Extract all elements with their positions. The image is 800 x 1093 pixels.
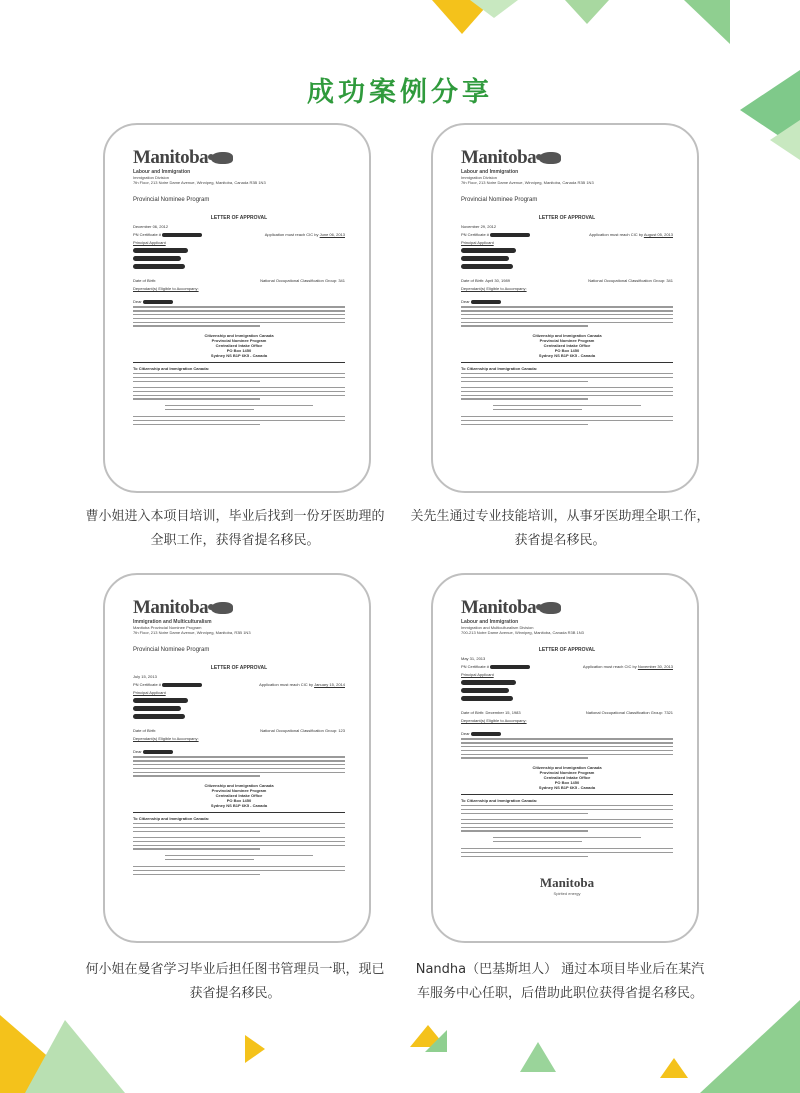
text-line (461, 746, 673, 747)
text-line (461, 827, 673, 828)
notification-body (133, 823, 345, 832)
cic-address-block (461, 333, 673, 358)
intake-office: Centralized Intake Office (215, 342, 263, 348)
division: Immigration and Multiculturalism Division (461, 625, 534, 630)
division: Manitoba Provincial Nominee Program (133, 625, 202, 630)
intake-office: Centralized Intake Office (543, 342, 591, 348)
po-box: PO Box 1450 (226, 347, 252, 353)
dob-label: Date of Birth: (461, 710, 485, 715)
deco-triangle-green-bottom-left (25, 1020, 125, 1093)
dob-row (133, 728, 345, 733)
letter-date: December 06, 2012 (133, 224, 169, 229)
letter-card-3 (103, 573, 371, 943)
reach-cic-label: Application must reach CIC by (589, 232, 643, 237)
text-line (133, 314, 345, 315)
text-line (461, 318, 673, 319)
text-line (133, 841, 345, 842)
text-line (493, 841, 582, 842)
text-line (461, 310, 673, 311)
text-line (165, 405, 313, 406)
dob-value: April 30, 1989 (485, 278, 510, 283)
pn-certificate-label: PN Certificate # (461, 232, 490, 237)
footnote (133, 416, 345, 425)
notification-body (461, 373, 673, 382)
text-line (461, 856, 588, 857)
principal-applicant-label: Principal Applicant (461, 240, 494, 245)
text-line (493, 837, 641, 838)
footnote (461, 416, 673, 425)
text-line (461, 848, 673, 849)
signature-block (493, 405, 641, 410)
to-cic-row (461, 366, 673, 371)
redaction (133, 706, 181, 711)
text-line (133, 827, 345, 828)
pnp-name: Provincial Nominee Program (539, 337, 595, 343)
text-line (461, 377, 673, 378)
manitoba-logo (461, 597, 673, 619)
to-cic-label: To Citizenship and Immigration Canada: (461, 365, 538, 371)
city-line: Sydney NS B1P 6K5 - Canada (210, 802, 268, 808)
text-line (461, 805, 673, 806)
deco-triangle-green-top (470, 0, 518, 18)
text-line (133, 322, 345, 323)
text-line (133, 764, 345, 765)
principal-row (461, 672, 673, 677)
text-line (133, 395, 345, 396)
redaction (133, 264, 185, 269)
department: Immigration and Multiculturalism (133, 619, 212, 625)
text-line (461, 373, 673, 374)
redaction (461, 256, 509, 261)
salutation-row (133, 749, 345, 754)
redaction (133, 698, 188, 703)
text-line (133, 373, 345, 374)
deco-triangle-green-bottom-mid (520, 1042, 556, 1072)
to-cic-row (461, 798, 673, 803)
dob-row (461, 278, 673, 283)
date-row (461, 224, 673, 229)
case-caption-4: Nandha（巴基斯坦人） 通过本项目毕业后在某汽车服务中心任职，后借助此职位获得省提名移民。 (415, 962, 705, 1001)
reach-cic-label: Application must reach CIC by (259, 682, 313, 687)
dependants-label: Dependant(s) Eligible to Accompany: (133, 286, 199, 291)
redaction (162, 683, 202, 687)
deco-triangle-yellow-bottom-right (660, 1058, 688, 1078)
principal-row (461, 240, 673, 245)
dob-label: Date of Birth: (133, 278, 157, 283)
principal-row (133, 240, 345, 245)
bison-icon (539, 602, 561, 614)
cic-address-block (133, 333, 345, 358)
text-line (461, 830, 588, 831)
principal-applicant-label: Principal Applicant (133, 240, 166, 245)
department: Labour and Immigration (461, 619, 519, 625)
po-box: PO Box 1450 (554, 347, 580, 353)
letter-card-4 (431, 573, 699, 943)
dob-label: Date of Birth: (133, 728, 157, 733)
letter-body (461, 306, 673, 326)
salutation-row (461, 731, 673, 736)
date-row (133, 224, 345, 229)
salutation-row (461, 299, 673, 304)
text-line (133, 823, 345, 824)
office-name: Citizenship and Immigration Canada (204, 332, 274, 338)
text-line (133, 381, 260, 382)
text-line (133, 398, 260, 399)
to-cic-label: To Citizenship and Immigration Canada: (461, 797, 538, 803)
certificate-row (133, 682, 345, 687)
dob-value: December 15, 1983 (485, 710, 521, 715)
case-caption-2: 关先生通过专业技能培训，从事牙医助理全职工作，获省提名移民。 (410, 509, 710, 548)
office-name: Citizenship and Immigration Canada (532, 332, 602, 338)
text-line (461, 322, 673, 323)
footer-logo: Manitoba (539, 874, 595, 890)
letter-body (461, 738, 673, 758)
cic-address-block (461, 765, 673, 790)
redaction (461, 696, 513, 701)
text-line (165, 409, 254, 410)
redaction (133, 248, 188, 253)
to-cic-row (133, 816, 345, 821)
text-line (133, 772, 345, 773)
reach-cic-date: January 15, 2014 (314, 682, 345, 687)
to-cic-row (133, 366, 345, 371)
experience-body (133, 387, 345, 400)
dob-row (461, 710, 673, 715)
text-line (133, 845, 345, 846)
po-box: PO Box 1450 (554, 779, 580, 785)
certificate-row (461, 232, 673, 237)
text-line (133, 831, 260, 832)
redaction (143, 750, 173, 754)
divider (133, 362, 345, 363)
logo-text: Manitoba (133, 147, 209, 168)
redaction (133, 256, 181, 261)
deco-triangle-green-top-center (565, 0, 609, 24)
approval-letter (461, 147, 673, 425)
text-line (461, 750, 673, 751)
letter-card-1 (103, 123, 371, 493)
po-box: PO Box 1450 (226, 797, 252, 803)
deco-triangle-green-bottom-right (700, 1000, 800, 1093)
text-line (461, 306, 673, 307)
redaction (490, 233, 530, 237)
text-line (133, 874, 260, 875)
text-line (133, 387, 345, 388)
page-title: 成功案例分享 (307, 77, 493, 108)
address: 7th Floor, 213 Notre Dame Avenue, Winnipeg, Manitoba, Canada R3B 1N3 (133, 180, 266, 185)
footnote (133, 866, 345, 875)
reach-cic-date: November 30, 2013 (637, 664, 673, 669)
letter-date: May 31, 2013 (461, 656, 486, 661)
reach-cic-date: August 05, 2013 (643, 232, 673, 237)
letter-body (133, 306, 345, 326)
to-cic-label: To Citizenship and Immigration Canada: (133, 365, 210, 371)
office-name: Citizenship and Immigration Canada (204, 782, 274, 788)
dependants-row (133, 286, 345, 291)
date-row (461, 656, 673, 661)
approval-letter (133, 597, 345, 875)
text-line (133, 870, 345, 871)
pn-certificate-label: PN Certificate # (461, 664, 490, 669)
letter-card-2 (431, 123, 699, 493)
office-name: Citizenship and Immigration Canada (532, 764, 602, 770)
principal-applicant-label: Principal Applicant (461, 672, 494, 677)
dependants-row (461, 286, 673, 291)
bison-icon (211, 602, 233, 614)
redaction (461, 248, 516, 253)
letter-date: November 29, 2012 (461, 224, 497, 229)
text-line (461, 754, 673, 755)
signature-block (165, 405, 313, 410)
dob-row (133, 278, 345, 283)
dependants-row (461, 718, 673, 723)
signature-block (493, 837, 641, 842)
pn-certificate-label: PN Certificate # (133, 682, 162, 687)
case-caption-3: 何小姐在曼省学习毕业后担任图书管理员一职，现已获省提名移民。 (85, 962, 385, 1001)
dependants-label: Dependant(s) Eligible to Accompany: (461, 718, 527, 723)
approval-letter (133, 147, 345, 425)
text-line (133, 318, 345, 319)
signature-block (165, 855, 313, 860)
text-line (461, 387, 673, 388)
certificate-row (133, 232, 345, 237)
deco-triangle-yellow-bottom (245, 1035, 265, 1063)
footer-tagline: Spirited energy (553, 890, 581, 896)
text-line (493, 405, 641, 406)
noc-label: National Occupational Classification Group: 341 (260, 278, 345, 283)
experience-body (461, 387, 673, 400)
letter-heading: LETTER OF APPROVAL (538, 647, 596, 653)
text-line (133, 377, 345, 378)
text-line (461, 738, 673, 739)
redaction (471, 300, 501, 304)
manitoba-logo (133, 597, 345, 619)
text-line (133, 306, 345, 307)
text-line (461, 813, 588, 814)
logo-text: Manitoba (461, 597, 537, 618)
text-line (133, 775, 260, 776)
address: 700-213 Notre Dame Avenue, Winnipeg, Manitoba, Canada R3B 1N3 (461, 630, 584, 635)
salutation: Dear (461, 299, 470, 304)
manitoba-logo (133, 147, 345, 169)
bison-icon (211, 152, 233, 164)
letter-heading: LETTER OF APPROVAL (210, 215, 268, 221)
noc-label: National Occupational Classification Group: 7321 (585, 710, 673, 715)
redaction (143, 300, 173, 304)
text-line (165, 859, 254, 860)
city-line: Sydney NS B1P 6K5 - Canada (538, 784, 596, 790)
text-line (133, 760, 345, 761)
divider (461, 794, 673, 795)
dependants-row (133, 736, 345, 741)
text-line (133, 416, 345, 417)
dependants-label: Dependant(s) Eligible to Accompany: (461, 286, 527, 291)
redaction (162, 233, 202, 237)
text-line (133, 768, 345, 769)
pn-certificate-label: PN Certificate # (133, 232, 162, 237)
salutation: Dear (461, 731, 470, 736)
logo-text: Manitoba (461, 147, 537, 168)
text-line (133, 837, 345, 838)
text-line (461, 325, 588, 326)
salutation: Dear (133, 299, 142, 304)
pnp-name: Provincial Nominee Program (539, 769, 595, 775)
experience-body (461, 819, 673, 832)
text-line (461, 314, 673, 315)
dob-label: Date of Birth: (461, 278, 485, 283)
text-line (493, 409, 582, 410)
notification-body (133, 373, 345, 382)
division: Immigration Division (461, 175, 498, 180)
to-cic-label: To Citizenship and Immigration Canada: (133, 815, 210, 821)
city-line: Sydney NS B1P 6K5 - Canada (538, 352, 596, 358)
text-line (461, 742, 673, 743)
text-line (165, 855, 313, 856)
pnp-name: Provincial Nominee Program (211, 337, 267, 343)
noc-label: National Occupational Classification Group: 341 (588, 278, 673, 283)
text-line (461, 398, 588, 399)
text-line (133, 325, 260, 326)
footnote (461, 848, 673, 857)
intake-office: Centralized Intake Office (215, 792, 263, 798)
certificate-row (461, 664, 673, 669)
divider (133, 812, 345, 813)
letter-date: July 15, 2013 (133, 674, 157, 679)
text-line (461, 852, 673, 853)
dependants-label: Dependant(s) Eligible to Accompany: (133, 736, 199, 741)
text-line (133, 424, 260, 425)
text-line (133, 420, 345, 421)
text-line (461, 819, 673, 820)
address: 7th Floor, 213 Notre Dame Avenue, Winnipeg, Manitoba, Canada R3B 1N3 (461, 180, 594, 185)
letter-body (133, 756, 345, 776)
text-line (461, 757, 588, 758)
redaction (133, 714, 185, 719)
reach-cic-label: Application must reach CIC by (582, 664, 637, 669)
redaction (461, 680, 516, 685)
text-line (461, 391, 673, 392)
program-name: Provincial Nominee Program (133, 197, 210, 203)
text-line (133, 310, 345, 311)
bison-icon (539, 152, 561, 164)
text-line (461, 381, 588, 382)
deco-triangle-light-right (770, 120, 800, 160)
text-line (133, 756, 345, 757)
deco-triangle-green-top-right (684, 0, 730, 44)
redaction (461, 264, 513, 269)
divider (461, 362, 673, 363)
department: Labour and Immigration (133, 169, 191, 175)
redaction (490, 665, 530, 669)
manitoba-logo (461, 147, 673, 169)
case-caption-1: 曹小姐进入本项目培训，毕业后找到一份牙医助理的全职工作，获得省提名移民。 (85, 509, 385, 548)
date-row (133, 674, 345, 679)
salutation: Dear (133, 749, 142, 754)
address: 7th Floor, 213 Notre Dame Avenue, Winnipeg, Manitoba, R3B 1N3 (133, 630, 251, 635)
redaction (461, 688, 509, 693)
program-name: Provincial Nominee Program (133, 647, 210, 653)
division: Immigration Division (133, 175, 170, 180)
text-line (461, 416, 673, 417)
text-line (461, 424, 588, 425)
letter-heading: LETTER OF APPROVAL (210, 665, 268, 671)
reach-cic-date: June 06, 2013 (319, 232, 345, 237)
logo-text: Manitoba (133, 597, 209, 618)
approval-letter (461, 597, 673, 896)
intake-office: Centralized Intake Office (543, 774, 591, 780)
text-line (461, 420, 673, 421)
letter-heading: LETTER OF APPROVAL (538, 215, 596, 221)
reach-cic-label: Application must reach CIC by (264, 232, 319, 237)
text-line (133, 848, 260, 849)
text-line (133, 391, 345, 392)
city-line: Sydney NS B1P 6K5 - Canada (210, 352, 268, 358)
department: Labour and Immigration (461, 169, 519, 175)
salutation-row (133, 299, 345, 304)
pnp-name: Provincial Nominee Program (211, 787, 267, 793)
text-line (461, 395, 673, 396)
experience-body (133, 837, 345, 850)
text-line (461, 823, 673, 824)
noc-label: National Occupational Classification Group: 123 (260, 728, 345, 733)
notification-body (461, 805, 673, 814)
deco-triangle-green-center (425, 1030, 447, 1052)
program-name: Provincial Nominee Program (461, 197, 538, 203)
principal-applicant-label: Principal Applicant (133, 690, 166, 695)
text-line (133, 866, 345, 867)
text-line (461, 809, 673, 810)
principal-row (133, 690, 345, 695)
redaction (471, 732, 501, 736)
cic-address-block (133, 783, 345, 808)
